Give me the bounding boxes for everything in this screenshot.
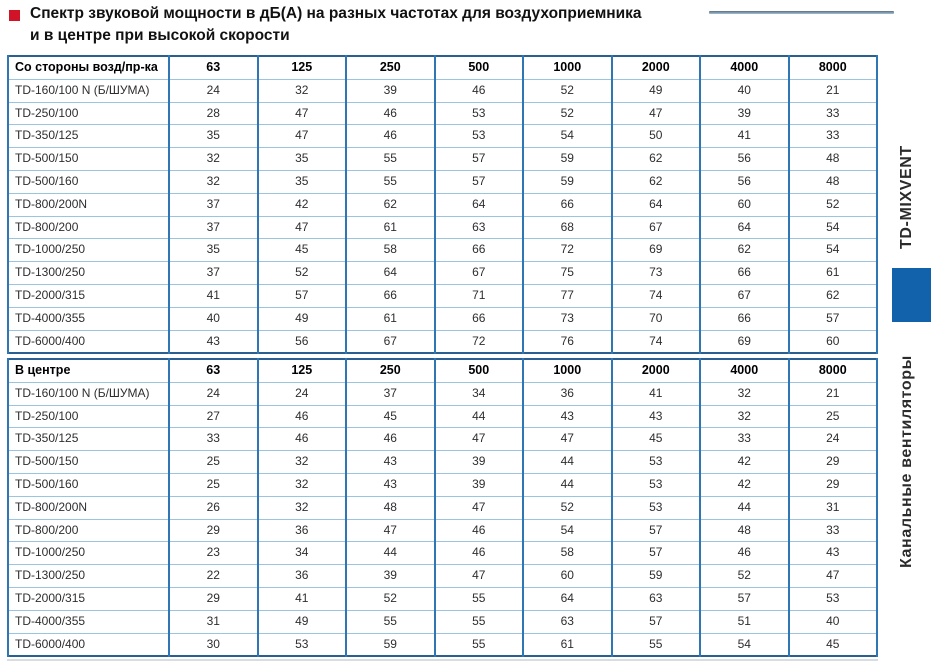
table-row: [8, 79, 877, 102]
table-row: [8, 330, 877, 353]
value-cell: 45: [789, 633, 878, 656]
value-cell: 37: [169, 216, 258, 239]
value-cell: 25: [169, 451, 258, 474]
value-cell: 77: [523, 284, 612, 307]
value-cell: 56: [700, 148, 789, 171]
value-cell: 57: [612, 610, 701, 633]
value-cell: 40: [700, 79, 789, 102]
model-cell: TD-4000/355: [8, 610, 169, 633]
value-cell: 35: [169, 239, 258, 262]
value-cell: 66: [700, 307, 789, 330]
freq-header-cell: 8000: [789, 359, 878, 382]
value-cell: 40: [789, 610, 878, 633]
value-cell: 47: [435, 428, 524, 451]
title-bullet-icon: [9, 10, 20, 21]
value-cell: 44: [700, 496, 789, 519]
value-cell: 67: [700, 284, 789, 307]
value-cell: 49: [258, 307, 347, 330]
freq-header-cell: 2000: [612, 56, 701, 79]
value-cell: 64: [346, 262, 435, 285]
value-cell: 67: [346, 330, 435, 353]
value-cell: 43: [169, 330, 258, 353]
value-cell: 67: [612, 216, 701, 239]
value-cell: 46: [435, 519, 524, 542]
value-cell: 52: [523, 496, 612, 519]
value-cell: 61: [346, 216, 435, 239]
value-cell: 46: [346, 125, 435, 148]
value-cell: 69: [612, 239, 701, 262]
value-cell: 28: [169, 102, 258, 125]
table-row: [8, 148, 877, 171]
model-cell: TD-350/125: [8, 428, 169, 451]
freq-header-cell: 1000: [523, 359, 612, 382]
value-cell: 54: [789, 239, 878, 262]
table-row: [8, 102, 877, 125]
value-cell: 46: [346, 428, 435, 451]
value-cell: 32: [169, 148, 258, 171]
value-cell: 56: [700, 170, 789, 193]
value-cell: 32: [169, 170, 258, 193]
table-row: [8, 610, 877, 633]
value-cell: 51: [700, 610, 789, 633]
value-cell: 39: [346, 79, 435, 102]
value-cell: 57: [789, 307, 878, 330]
table-row: [8, 239, 877, 262]
value-cell: 52: [789, 193, 878, 216]
freq-header-cell: 250: [346, 359, 435, 382]
value-cell: 57: [612, 519, 701, 542]
value-cell: 66: [346, 284, 435, 307]
value-cell: 43: [789, 542, 878, 565]
value-cell: 62: [612, 170, 701, 193]
model-cell: TD-160/100 N (Б/ШУМА): [8, 79, 169, 102]
page-bottom-divider: [7, 659, 878, 661]
value-cell: 64: [700, 216, 789, 239]
freq-header-cell: 1000: [523, 56, 612, 79]
value-cell: 50: [612, 125, 701, 148]
freq-header-cell: 125: [258, 359, 347, 382]
model-cell: TD-800/200N: [8, 193, 169, 216]
model-cell: TD-250/100: [8, 405, 169, 428]
noise-table-inlet: [7, 55, 878, 354]
value-cell: 52: [700, 565, 789, 588]
model-cell: TD-800/200: [8, 216, 169, 239]
value-cell: 60: [523, 565, 612, 588]
value-cell: 25: [169, 473, 258, 496]
value-cell: 61: [789, 262, 878, 285]
value-cell: 44: [346, 542, 435, 565]
value-cell: 63: [612, 587, 701, 610]
value-cell: 48: [789, 170, 878, 193]
value-cell: 27: [169, 405, 258, 428]
model-cell: TD-800/200N: [8, 496, 169, 519]
value-cell: 49: [258, 610, 347, 633]
value-cell: 48: [789, 148, 878, 171]
page-title-line1: Спектр звуковой мощности в дБ(А) на разных частотах для воздухоприемника: [30, 5, 642, 22]
value-cell: 54: [700, 633, 789, 656]
value-cell: 70: [612, 307, 701, 330]
freq-header-cell: 8000: [789, 56, 878, 79]
header-row: [8, 359, 877, 382]
model-cell: TD-800/200: [8, 519, 169, 542]
value-cell: 74: [612, 330, 701, 353]
model-cell: TD-1300/250: [8, 262, 169, 285]
value-cell: 55: [435, 633, 524, 656]
value-cell: 62: [789, 284, 878, 307]
value-cell: 36: [523, 382, 612, 405]
value-cell: 43: [346, 473, 435, 496]
value-cell: 54: [789, 216, 878, 239]
value-cell: 73: [523, 307, 612, 330]
value-cell: 57: [435, 170, 524, 193]
value-cell: 53: [435, 125, 524, 148]
value-cell: 64: [612, 193, 701, 216]
value-cell: 32: [258, 79, 347, 102]
value-cell: 47: [258, 102, 347, 125]
table-row: [8, 565, 877, 588]
value-cell: 76: [523, 330, 612, 353]
value-cell: 24: [169, 382, 258, 405]
value-cell: 32: [258, 451, 347, 474]
value-cell: 37: [346, 382, 435, 405]
table-row: [8, 428, 877, 451]
value-cell: 21: [789, 79, 878, 102]
sidebar-accent-square: [892, 268, 931, 322]
value-cell: 53: [612, 473, 701, 496]
value-cell: 47: [346, 519, 435, 542]
freq-header-cell: 250: [346, 56, 435, 79]
value-cell: 29: [169, 519, 258, 542]
value-cell: 54: [523, 519, 612, 542]
freq-header-cell: 63: [169, 56, 258, 79]
value-cell: 31: [789, 496, 878, 519]
table-row: [8, 473, 877, 496]
value-cell: 55: [612, 633, 701, 656]
value-cell: 57: [435, 148, 524, 171]
table-row: [8, 382, 877, 405]
value-cell: 68: [523, 216, 612, 239]
value-cell: 39: [700, 102, 789, 125]
value-cell: 44: [435, 405, 524, 428]
value-cell: 55: [435, 610, 524, 633]
value-cell: 43: [523, 405, 612, 428]
value-cell: 47: [612, 102, 701, 125]
value-cell: 56: [258, 330, 347, 353]
freq-header-cell: 500: [435, 56, 524, 79]
value-cell: 66: [435, 307, 524, 330]
value-cell: 52: [258, 262, 347, 285]
value-cell: 34: [435, 382, 524, 405]
value-cell: 23: [169, 542, 258, 565]
table-row: [8, 216, 877, 239]
value-cell: 66: [435, 239, 524, 262]
table-title-cell: В центре: [8, 359, 169, 382]
value-cell: 33: [700, 428, 789, 451]
value-cell: 46: [700, 542, 789, 565]
value-cell: 48: [700, 519, 789, 542]
value-cell: 46: [258, 405, 347, 428]
value-cell: 35: [169, 125, 258, 148]
value-cell: 37: [169, 193, 258, 216]
table-row: [8, 307, 877, 330]
table-row: [8, 262, 877, 285]
value-cell: 47: [435, 496, 524, 519]
value-cell: 49: [612, 79, 701, 102]
table-row: [8, 405, 877, 428]
freq-header-cell: 4000: [700, 359, 789, 382]
value-cell: 62: [612, 148, 701, 171]
value-cell: 54: [523, 125, 612, 148]
value-cell: 64: [523, 587, 612, 610]
page-title: [30, 3, 642, 47]
value-cell: 47: [258, 125, 347, 148]
header-row: [8, 56, 877, 79]
value-cell: 41: [169, 284, 258, 307]
noise-table-center: [7, 358, 878, 657]
value-cell: 62: [346, 193, 435, 216]
value-cell: 52: [523, 79, 612, 102]
value-cell: 34: [258, 542, 347, 565]
value-cell: 46: [435, 79, 524, 102]
value-cell: 52: [346, 587, 435, 610]
value-cell: 45: [612, 428, 701, 451]
freq-header-cell: 4000: [700, 56, 789, 79]
value-cell: 57: [258, 284, 347, 307]
value-cell: 42: [700, 473, 789, 496]
model-cell: TD-1000/250: [8, 542, 169, 565]
value-cell: 46: [346, 102, 435, 125]
value-cell: 75: [523, 262, 612, 285]
value-cell: 69: [700, 330, 789, 353]
value-cell: 24: [169, 79, 258, 102]
model-cell: TD-500/160: [8, 170, 169, 193]
value-cell: 33: [789, 102, 878, 125]
page-title-line2: и в центре при высокой скорости: [30, 27, 290, 44]
model-cell: TD-500/160: [8, 473, 169, 496]
value-cell: 48: [346, 496, 435, 519]
model-cell: TD-1300/250: [8, 565, 169, 588]
value-cell: 72: [435, 330, 524, 353]
table-row: [8, 193, 877, 216]
value-cell: 58: [346, 239, 435, 262]
value-cell: 22: [169, 565, 258, 588]
value-cell: 60: [700, 193, 789, 216]
value-cell: 62: [700, 239, 789, 262]
value-cell: 35: [258, 148, 347, 171]
value-cell: 39: [435, 451, 524, 474]
table-row: [8, 519, 877, 542]
model-cell: TD-6000/400: [8, 330, 169, 353]
value-cell: 53: [789, 587, 878, 610]
table-row: [8, 451, 877, 474]
value-cell: 58: [523, 542, 612, 565]
value-cell: 47: [258, 216, 347, 239]
table-row: [8, 587, 877, 610]
value-cell: 66: [700, 262, 789, 285]
table-row: [8, 125, 877, 148]
value-cell: 24: [258, 382, 347, 405]
value-cell: 55: [346, 170, 435, 193]
value-cell: 40: [169, 307, 258, 330]
value-cell: 53: [612, 496, 701, 519]
value-cell: 45: [346, 405, 435, 428]
table-row: [8, 542, 877, 565]
value-cell: 73: [612, 262, 701, 285]
model-cell: TD-2000/315: [8, 284, 169, 307]
value-cell: 61: [346, 307, 435, 330]
value-cell: 74: [612, 284, 701, 307]
value-cell: 26: [169, 496, 258, 519]
table-row: [8, 633, 877, 656]
value-cell: 33: [789, 125, 878, 148]
value-cell: 32: [700, 382, 789, 405]
value-cell: 57: [612, 542, 701, 565]
value-cell: 52: [523, 102, 612, 125]
model-cell: TD-4000/355: [8, 307, 169, 330]
value-cell: 63: [435, 216, 524, 239]
value-cell: 71: [435, 284, 524, 307]
model-cell: TD-250/100: [8, 102, 169, 125]
value-cell: 55: [346, 610, 435, 633]
model-cell: TD-1000/250: [8, 239, 169, 262]
freq-header-cell: 63: [169, 359, 258, 382]
value-cell: 66: [523, 193, 612, 216]
value-cell: 59: [523, 170, 612, 193]
value-cell: 57: [700, 587, 789, 610]
value-cell: 63: [523, 610, 612, 633]
value-cell: 44: [523, 451, 612, 474]
model-cell: TD-6000/400: [8, 633, 169, 656]
value-cell: 33: [789, 519, 878, 542]
freq-header-cell: 500: [435, 359, 524, 382]
value-cell: 31: [169, 610, 258, 633]
model-cell: TD-160/100 N (Б/ШУМА): [8, 382, 169, 405]
value-cell: 41: [612, 382, 701, 405]
value-cell: 30: [169, 633, 258, 656]
value-cell: 47: [789, 565, 878, 588]
model-cell: TD-500/150: [8, 148, 169, 171]
value-cell: 47: [435, 565, 524, 588]
value-cell: 21: [789, 382, 878, 405]
title-rule-divider: [709, 11, 894, 14]
value-cell: 47: [523, 428, 612, 451]
value-cell: 72: [523, 239, 612, 262]
value-cell: 41: [700, 125, 789, 148]
sidebar-category-label: Канальные вентиляторы: [898, 355, 915, 568]
value-cell: 29: [789, 451, 878, 474]
value-cell: 25: [789, 405, 878, 428]
value-cell: 55: [346, 148, 435, 171]
value-cell: 29: [789, 473, 878, 496]
value-cell: 32: [258, 473, 347, 496]
value-cell: 29: [169, 587, 258, 610]
value-cell: 41: [258, 587, 347, 610]
value-cell: 36: [258, 565, 347, 588]
value-cell: 32: [258, 496, 347, 519]
freq-header-cell: 2000: [612, 359, 701, 382]
model-cell: TD-500/150: [8, 451, 169, 474]
value-cell: 64: [435, 193, 524, 216]
value-cell: 55: [435, 587, 524, 610]
value-cell: 24: [789, 428, 878, 451]
table-row: [8, 496, 877, 519]
value-cell: 59: [523, 148, 612, 171]
table-row: [8, 284, 877, 307]
value-cell: 53: [435, 102, 524, 125]
value-cell: 32: [700, 405, 789, 428]
value-cell: 53: [612, 451, 701, 474]
value-cell: 37: [169, 262, 258, 285]
value-cell: 42: [258, 193, 347, 216]
value-cell: 43: [346, 451, 435, 474]
value-cell: 60: [789, 330, 878, 353]
value-cell: 61: [523, 633, 612, 656]
freq-header-cell: 125: [258, 56, 347, 79]
model-cell: TD-350/125: [8, 125, 169, 148]
value-cell: 46: [435, 542, 524, 565]
table-row: [8, 170, 877, 193]
table-title-cell: Со стороны возд/пр-ка: [8, 56, 169, 79]
value-cell: 36: [258, 519, 347, 542]
model-cell: TD-2000/315: [8, 587, 169, 610]
value-cell: 42: [700, 451, 789, 474]
value-cell: 33: [169, 428, 258, 451]
value-cell: 39: [435, 473, 524, 496]
value-cell: 53: [258, 633, 347, 656]
value-cell: 67: [435, 262, 524, 285]
value-cell: 35: [258, 170, 347, 193]
value-cell: 43: [612, 405, 701, 428]
value-cell: 39: [346, 565, 435, 588]
value-cell: 46: [258, 428, 347, 451]
sidebar-series-label: TD-MIXVENT: [898, 145, 915, 249]
value-cell: 59: [346, 633, 435, 656]
value-cell: 45: [258, 239, 347, 262]
value-cell: 59: [612, 565, 701, 588]
value-cell: 44: [523, 473, 612, 496]
